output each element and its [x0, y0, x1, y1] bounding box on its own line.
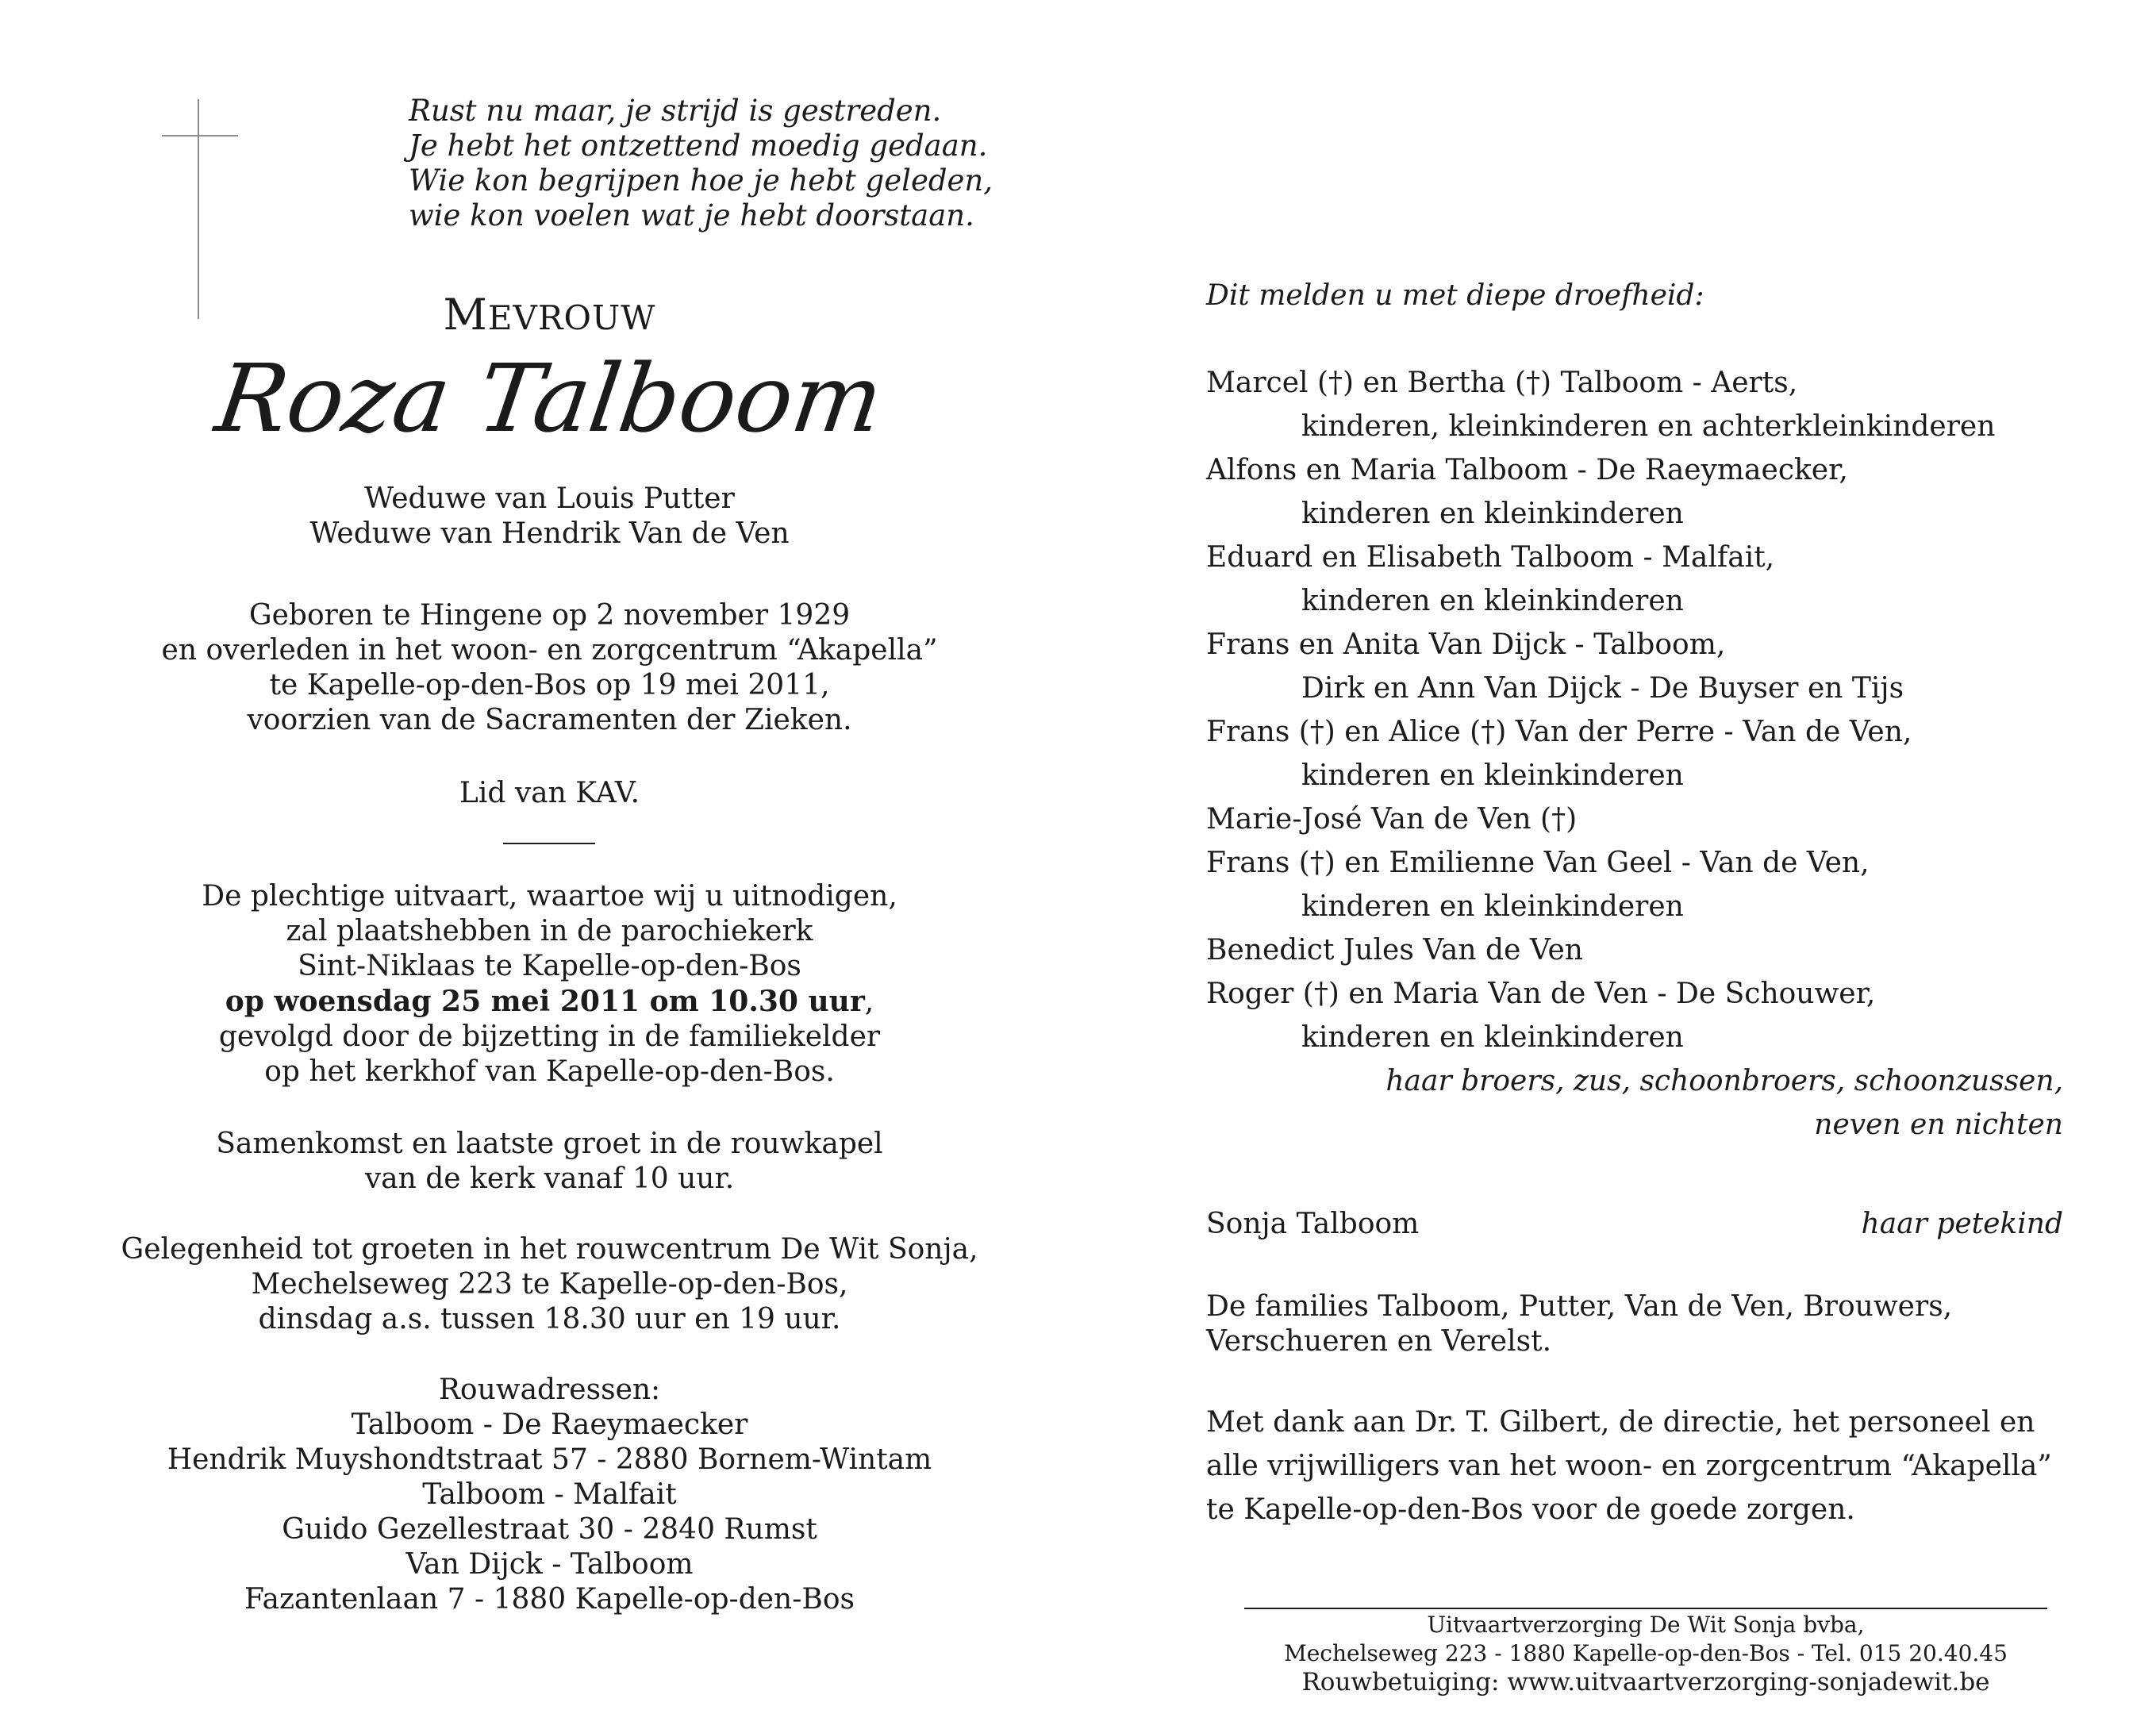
- footer-line: Uitvaartverzorging De Wit Sonja bvba,: [1427, 1612, 1865, 1638]
- footer-rule: [1244, 1608, 2047, 1609]
- family-line: Frans (†) en Emilienne Van Geel - Van de Ven,: [1206, 847, 1870, 879]
- family-line: Marcel (†) en Bertha (†) Talboom - Aerts,: [1206, 367, 1798, 399]
- poem-line: Je hebt het ontzettend moedig gedaan.: [409, 129, 988, 163]
- family-line: kinderen en kleinkinderen: [1301, 759, 1684, 792]
- family-line: Marie-José Van de Ven (†): [1206, 803, 1578, 836]
- text-line: van de kerk vanaf 10 uur.: [364, 1162, 735, 1195]
- widow-block: [111, 482, 988, 551]
- text-line: Sint-Niklaas te Kapelle-op-den-Bos: [298, 950, 801, 982]
- membership: Lid van KAV.: [459, 777, 640, 809]
- visitation-block: [111, 1232, 988, 1337]
- family-line: Alfons en Maria Talboom - De Raeymaecker,: [1206, 454, 1848, 486]
- footer-website: Rouwbetuiging: www.uitvaartverzorging-sonjadewit.be: [1301, 1668, 1990, 1696]
- text-line: op het kerkhof van Kapelle-op-den-Bos.: [264, 1055, 835, 1088]
- text-line: zal plaatshebben in de parochiekerk: [286, 915, 813, 947]
- funeral-block: [111, 879, 988, 1089]
- cross-horizontal: [162, 135, 238, 136]
- address-line: Talboom - De Raeymaecker: [351, 1408, 748, 1441]
- family-line: kinderen en kleinkinderen: [1301, 585, 1684, 617]
- godchild-role: haar petekind: [1861, 1208, 2063, 1240]
- godchild-row: [1206, 1202, 2063, 1246]
- text-line: gevolgd door de bijzetting in de familiekelder: [218, 1020, 881, 1053]
- family-line: kinderen en kleinkinderen: [1301, 1021, 1684, 1054]
- families-block: De families Talboom, Putter, Van de Ven, Brouwers, Verschueren en Verelst.: [1206, 1290, 1953, 1358]
- family-line: Frans en Anita Van Dijck - Talboom,: [1206, 628, 1726, 661]
- family-line: Eduard en Elisabeth Talboom - Malfait,: [1206, 541, 1775, 574]
- addresses-block: [111, 1373, 988, 1617]
- funeral-date: op woensdag 25 mei 2011 om 10.30 uur: [225, 985, 865, 1018]
- family-line: kinderen en kleinkinderen: [1301, 890, 1684, 923]
- text-line: De plechtige uitvaart, waartoe wij u uitnodigen,: [202, 880, 897, 913]
- widow-line: Weduwe van Hendrik Van de Ven: [309, 517, 790, 550]
- family-line: kinderen, kleinkinderen en achterkleinkinderen: [1301, 410, 1996, 443]
- address-line: Talboom - Malfait: [422, 1478, 677, 1511]
- text-line: te Kapelle-op-den-Bos op 19 mei 2011,: [269, 669, 830, 701]
- text-line: Geboren te Hingene op 2 november 1929: [248, 599, 851, 632]
- title-rest: EVROUW: [487, 298, 656, 337]
- cross-vertical: [198, 99, 199, 319]
- birth-death-block: [111, 598, 988, 738]
- poem: [409, 94, 993, 233]
- godchild-name: Sonja Talboom: [1206, 1208, 1420, 1240]
- thanks-block: Met dank aan Dr. T. Gilbert, de directie, het personeel en alle vrijwilligers van het woon- en zorgcentrum “Akapella” te Kapelle-op-den-Bos voor de goede zorgen.: [1206, 1406, 2052, 1526]
- text-line: en overleden in het woon- en zorgcentrum “Akapella”: [161, 634, 938, 667]
- text-line: Samenkomst en laatste groet in de rouwkapel: [216, 1128, 883, 1160]
- address-line: Fazantenlaan 7 - 1880 Kapelle-op-den-Bos: [244, 1583, 855, 1616]
- family-line: Benedict Jules Van de Ven: [1206, 934, 1583, 966]
- widow-line: Weduwe van Louis Putter: [364, 482, 735, 515]
- text-line: Gelegenheid tot groeten in het rouwcentrum De Wit Sonja,: [121, 1233, 978, 1266]
- address-line: Van Dijck - Talboom: [405, 1548, 694, 1581]
- family-line: Frans (†) en Alice (†) Van der Perre - Van de Ven,: [1206, 716, 1912, 748]
- poem-line: Rust nu maar, je strijd is gestreden.: [409, 94, 942, 128]
- address-line: Hendrik Muyshondtstraat 57 - 2880 Bornem-Wintam: [167, 1443, 932, 1476]
- gathering-block: [111, 1127, 988, 1197]
- footer: [1244, 1611, 2047, 1696]
- footer-line: Mechelseweg 223 - 1880 Kapelle-op-den-Bos - Tel. 015 20.40.45: [1284, 1640, 2008, 1666]
- family-list: [1206, 361, 2063, 1147]
- relation-line: neven en nichten: [1814, 1109, 2063, 1141]
- family-line: Roger (†) en Maria Van de Ven - De Schouwer,: [1206, 978, 1876, 1010]
- text-line: Mechelseweg 223 te Kapelle-op-den-Bos,: [251, 1268, 848, 1301]
- text-line: dinsdag a.s. tussen 18.30 uur en 19 uur.: [258, 1303, 841, 1335]
- addresses-heading: Rouwadressen:: [438, 1374, 661, 1406]
- address-line: Guido Gezellestraat 30 - 2840 Rumst: [282, 1513, 817, 1546]
- family-line: kinderen en kleinkinderen: [1301, 498, 1684, 530]
- deceased-name: Roza Talboom: [209, 344, 890, 453]
- announcement: Dit melden u met diepe droefheid:: [1206, 279, 1704, 312]
- family-line: Dirk en Ann Van Dijck - De Buyser en Tijs: [1301, 672, 1904, 705]
- title: [111, 290, 988, 340]
- poem-line: Wie kon begrijpen hoe je hebt geleden,: [409, 163, 993, 198]
- poem-line: wie kon voelen wat je hebt doorstaan.: [409, 198, 974, 232]
- separator-line: [503, 843, 595, 844]
- text-line: voorzien van de Sacramenten der Zieken.: [247, 704, 852, 736]
- title-initial: M: [443, 290, 488, 340]
- relation-line: haar broers, zus, schoonbroers, schoonzussen,: [1385, 1065, 2063, 1097]
- funeral-date-line: op woensdag 25 mei 2011 om 10.30 uur,: [225, 985, 874, 1018]
